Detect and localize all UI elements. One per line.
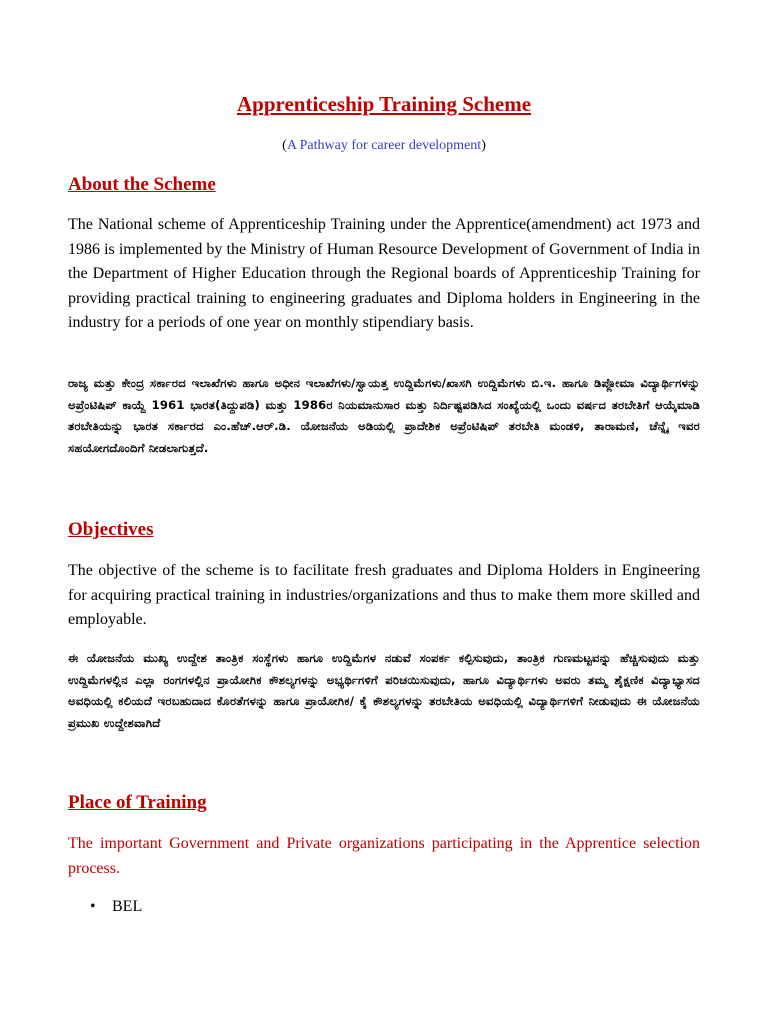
objectives-english-paragraph: The objective of the scheme is to facilitate fresh graduates and Diploma Holders in Engineering for acquiring practical training in industries/organizations and thus to make them more skilled and employable. <box>68 562 700 628</box>
subtitle-text: A Pathway for career development <box>286 138 482 153</box>
page-title: Apprenticeship Training Scheme <box>236 92 532 116</box>
objectives-heading: Objectives <box>68 519 154 540</box>
page-subtitle <box>0 138 768 154</box>
list-item: • BEL <box>68 898 142 916</box>
objectives-kannada-paragraph: ಈ ಯೋಜನೆಯ ಮುಖ್ಯ ಉದ್ದೇಶ ತಾಂತ್ರಿಕ ಸಂಸ್ಥೆಗಳು ಹಾಗೂ ಉದ್ದಿಮೆಗಳ ನಡುವೆ ಸಂಪರ್ಕ ಕಲ್ಪಿಸುವುದು, ತಾಂತ್ರಿಕ ಗುಣಮಟ್ಟವನ್ನು ಹೆಚ್ಚಿಸುವುದು ಮತ್ತು ಉದ್ದಿಮೆಗಳಲ್ಲಿನ ಎಲ್ಲಾ ರಂಗಗಳಲ್ಲಿನ ಪ್ರಾಯೋಗಿಕ ಕೌಶಲ್ಯಗಳನ್ನು ಅಭ್ಯರ್ಥಿಗಳಿಗೆ ಪರಿಚಯಿಸುವುದು, ಹಾಗೂ ವಿದ್ಯಾರ್ಥಿಗಳು ಅವರು ತಮ್ಮ ಶೈಕ್ಷಣಿಕ ವಿದ್ಯಾಭ್ಯಾಸದ ಅವಧಿಯಲ್ಲಿ ಕಲಿಯದೆ ಇರಬಹುದಾದ ಕೊರತೆಗಳನ್ನು ಹಾಗೂ ಪ್ರಾಯೋಗಿಕ/ ಕೈ ಕೌಶಲ್ಯಗಳನ್ನು ತರಬೇತಿಯ ಅವಧಿಯಲ್ಲಿ ವಿದ್ಯಾರ್ಥಿಗಳಿಗೆ ನೀಡುವುದು ಈ ಯೋಜನೆಯ ಪ್ರಮುಖ ಉದ್ದೇಶವಾಗಿದೆ <box>68 651 700 730</box>
about-english-paragraph: The National scheme of Apprenticeship Training under the Apprentice(amendment) act 1973 and 1986 is implemented by the Ministry of Human Resource Development of Government of India in the Department of Higher Education through the Regional boards of Apprenticeship Training for providing practical training to engineering graduates and Diploma holders in Engineering in the industry for a periods of one year on monthly stipendiary basis. <box>68 216 700 331</box>
organization-list <box>68 898 142 916</box>
subtitle-close-paren: ) <box>481 138 486 153</box>
subtitle-open-paren: ( <box>282 138 287 153</box>
about-heading: About the Scheme <box>68 174 216 195</box>
place-heading: Place of Training <box>68 792 207 813</box>
about-kannada-paragraph: ರಾಜ್ಯ ಮತ್ತು ಕೇಂದ್ರ ಸರ್ಕಾರದ ಇಲಾಖೆಗಳು ಹಾಗೂ ಅಧೀನ ಇಲಾಖೆಗಳು/ಸ್ವಾಯತ್ತ ಉದ್ದಿಮೆಗಳು/ಖಾಸಗಿ ಉದ್ದಿಮೆಗಳು ಬಿ.ಇ. ಹಾಗೂ ಡಿಪ್ಲೋಮಾ ವಿದ್ಯಾರ್ಥಿಗಳನ್ನು ಅಪ್ರೆಂಟಿಷಿಪ್ ಕಾಯ್ದೆ 1961 ಭಾರತ(ತಿದ್ದುಪಡಿ) ಮತ್ತು 1986ರ ನಿಯಮಾನುಸಾರ ಮತ್ತು ನಿರ್ದಿಷ್ಟಪಡಿಸಿದ ಸಂಖ್ಯೆಯಲ್ಲಿ ಒಂದು ವರ್ಷದ ತರಬೇತಿಗೆ ಆಯ್ಕೆಮಾಡಿ ತರಬೇತಿಯನ್ನು ಭಾರತ ಸರ್ಕಾರದ ಎಂ.ಹೆಚ್.ಆರ್.ಡಿ. ಯೋಜನೆಯ ಅಡಿಯಲ್ಲಿ ಪ್ರಾದೇಶಿಕ ಅಪ್ರೆಂಟಿಷಿಪ್ ತರಬೇತಿ ಮಂಡಳಿ, ತಾರಾಮಣಿ, ಚೆನ್ನೈ ಇವರ ಸಹಯೋಗದೊಂದಿಗೆ ನೀಡಲಾಗುತ್ತದೆ. <box>68 376 700 455</box>
place-intro-paragraph: The important Government and Private organizations participating in the Apprentice selection process. <box>68 835 700 877</box>
